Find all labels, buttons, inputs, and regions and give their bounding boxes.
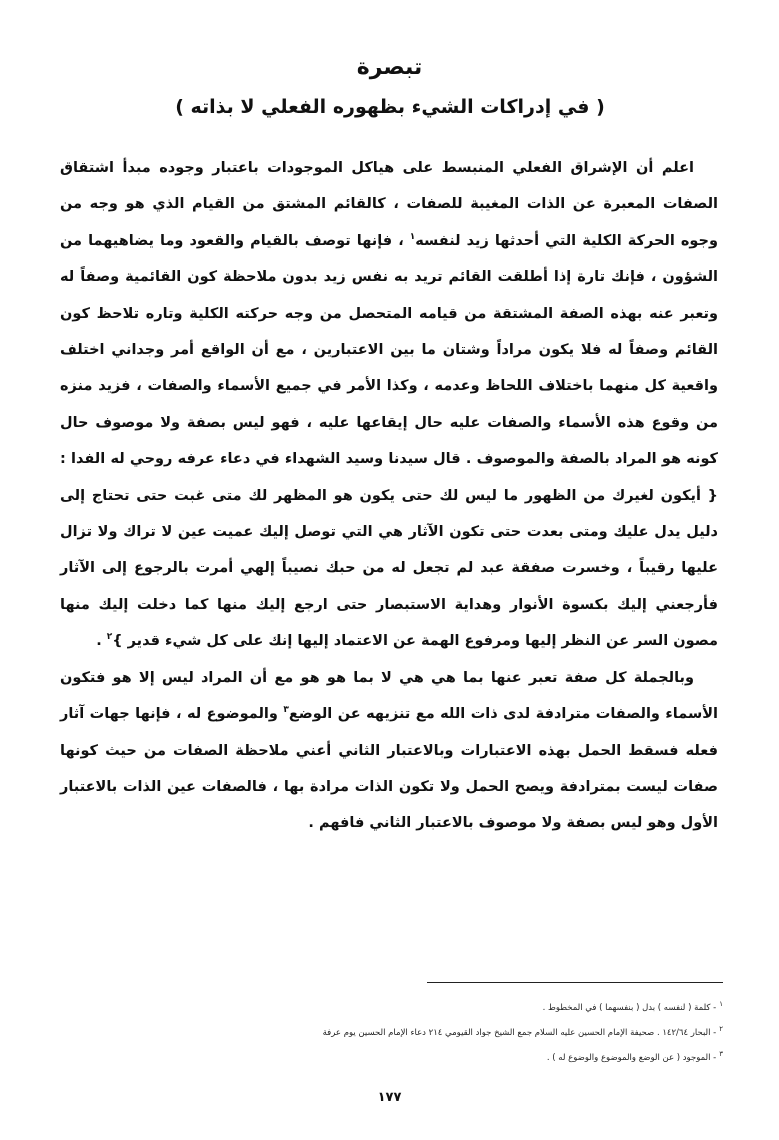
- footnote-2-mark: ٢: [719, 1024, 723, 1033]
- paragraph-1: [60, 150, 718, 660]
- footnote-1: [203, 994, 723, 1019]
- footnote-2-text: - البحار ١٤٢/٦٤ . صحيفة الإمام الحسين عليه السلام جمع الشيخ جواد القيومي ٢١٤ دعاء الإمام الحسين يوم عرفة: [322, 1027, 717, 1038]
- footnote-separator: [427, 982, 723, 983]
- paragraph-2-text-b: والموضوع له ، فإنها جهات آثار فعله فسقط الحمل بهذه الاعتبارات وبالاعتبار الثاني أعني ملاحظة الصفات من حيث كونها صفات ليست بمترادفة ويصح الحمل ولا تكون الذات مرادة بها ، فالصفات عين الذات بالاعتبار الأول وهو ليس بصفة ولا موصوف بالاعتبار الثاني فافهم .: [60, 706, 718, 832]
- footnote-1-text: - كلمة ( لنفسه ) بدل ( بنفسهما ) في المخطوط .: [542, 1002, 717, 1013]
- footnote-ref-2: ٢: [106, 632, 113, 643]
- paragraph-1-text-b: ، فإنها توصف بالقيام والقعود وما يضاهيهما من الشؤون ، فإنك تارة إذا أطلقت القائم تريد به نفس زيد بدون ملاحظة كون القائمية وصفاً له وتعبر عنه بهذه الصفة المشتقة من قيامه المتحصل من وجه حركته الكلية وتاره تلاحظ كون القائم وصفاً له فلا يكون مراداً وشتان ما بين الاعتبارين ، مع أن الواقع أمر وجداني اختلف واقعية كل منهما باختلاف اللحاظ وعدمه ، وكذا الأمر في جميع الأسماء والصفات ، فزيد منزه من وقوع هذه الأسماء والصفات عليه حال إيقاعها عليه ، فهو ليس بصفة ولا موصوف حال كونه هو المراد بالصفة والموصوف . قال سيدنا وسيد الشهداء في دعاء عرفه روحي له الفدا :{ أيكون لغيرك من الظهور ما ليس لك حتى يكون هو المظهر لك متى غبت حتى تحتاج إلى دليل يدل عليك ومتى بعدت حتى تكون الآثار هي التي توصل إليك عميت عين لا تراك ولا تزال عليها رقيباً ، وخسرت صفقة عبد لم تجعل له من حبك نصيباً إلهي أمرت بالرجوع إلى الآثار فأرجعني إليك بكسوة الأنوار وهداية الاستبصار حتى ارجع إليك منها كما دخلت إليك منها مصون السر عن النظر إليها ومرفوع الهمة عن الاعتماد إليها إنك على كل شيء قدير }: [60, 232, 718, 650]
- footnote-2: [203, 1019, 723, 1044]
- footnote-3-text: - الموجود ( عن الوضع والموضوع والوضوع له ) .: [546, 1052, 717, 1063]
- section-subtitle: ( في إدراكات الشيء بظهوره الفعلي لا بذاته ): [175, 96, 605, 118]
- section-title: تبصرة: [356, 55, 423, 80]
- footnotes: [203, 994, 723, 1068]
- footnote-ref-1: ١: [409, 231, 416, 242]
- body-text: [60, 150, 718, 842]
- footnote-ref-3: ٣: [283, 705, 289, 716]
- footnote-3: [203, 1044, 723, 1069]
- paragraph-1-text-c: .: [96, 633, 107, 650]
- paragraph-2-text-a: وبالجملة كل صفة تعبر عنها بما هي هي لا بما هو هو مع أن المراد ليس إلا هو فتكون الأسماء والصفات مترادفة لدى ذات الله مع تنزيهه عن الوضع: [60, 669, 718, 723]
- footnote-1-mark: ١: [719, 1000, 723, 1008]
- page-number: ١٧٧: [377, 1090, 402, 1105]
- paragraph-1-text-a: اعلم أن الإشراق الفعلي المنبسط على هياكل الموجودات باعتبار وجوده مبدأ اشتقاق الصفات المعبرة عن الذات المغيبة للصفات ، كالقائم المشتق من القيام الذي هو وجه من وجوه الحركة الكلية التي أحدثها زيد لنفسه: [60, 160, 718, 249]
- paragraph-2: [60, 660, 718, 842]
- footnote-3-mark: ٣: [719, 1049, 723, 1058]
